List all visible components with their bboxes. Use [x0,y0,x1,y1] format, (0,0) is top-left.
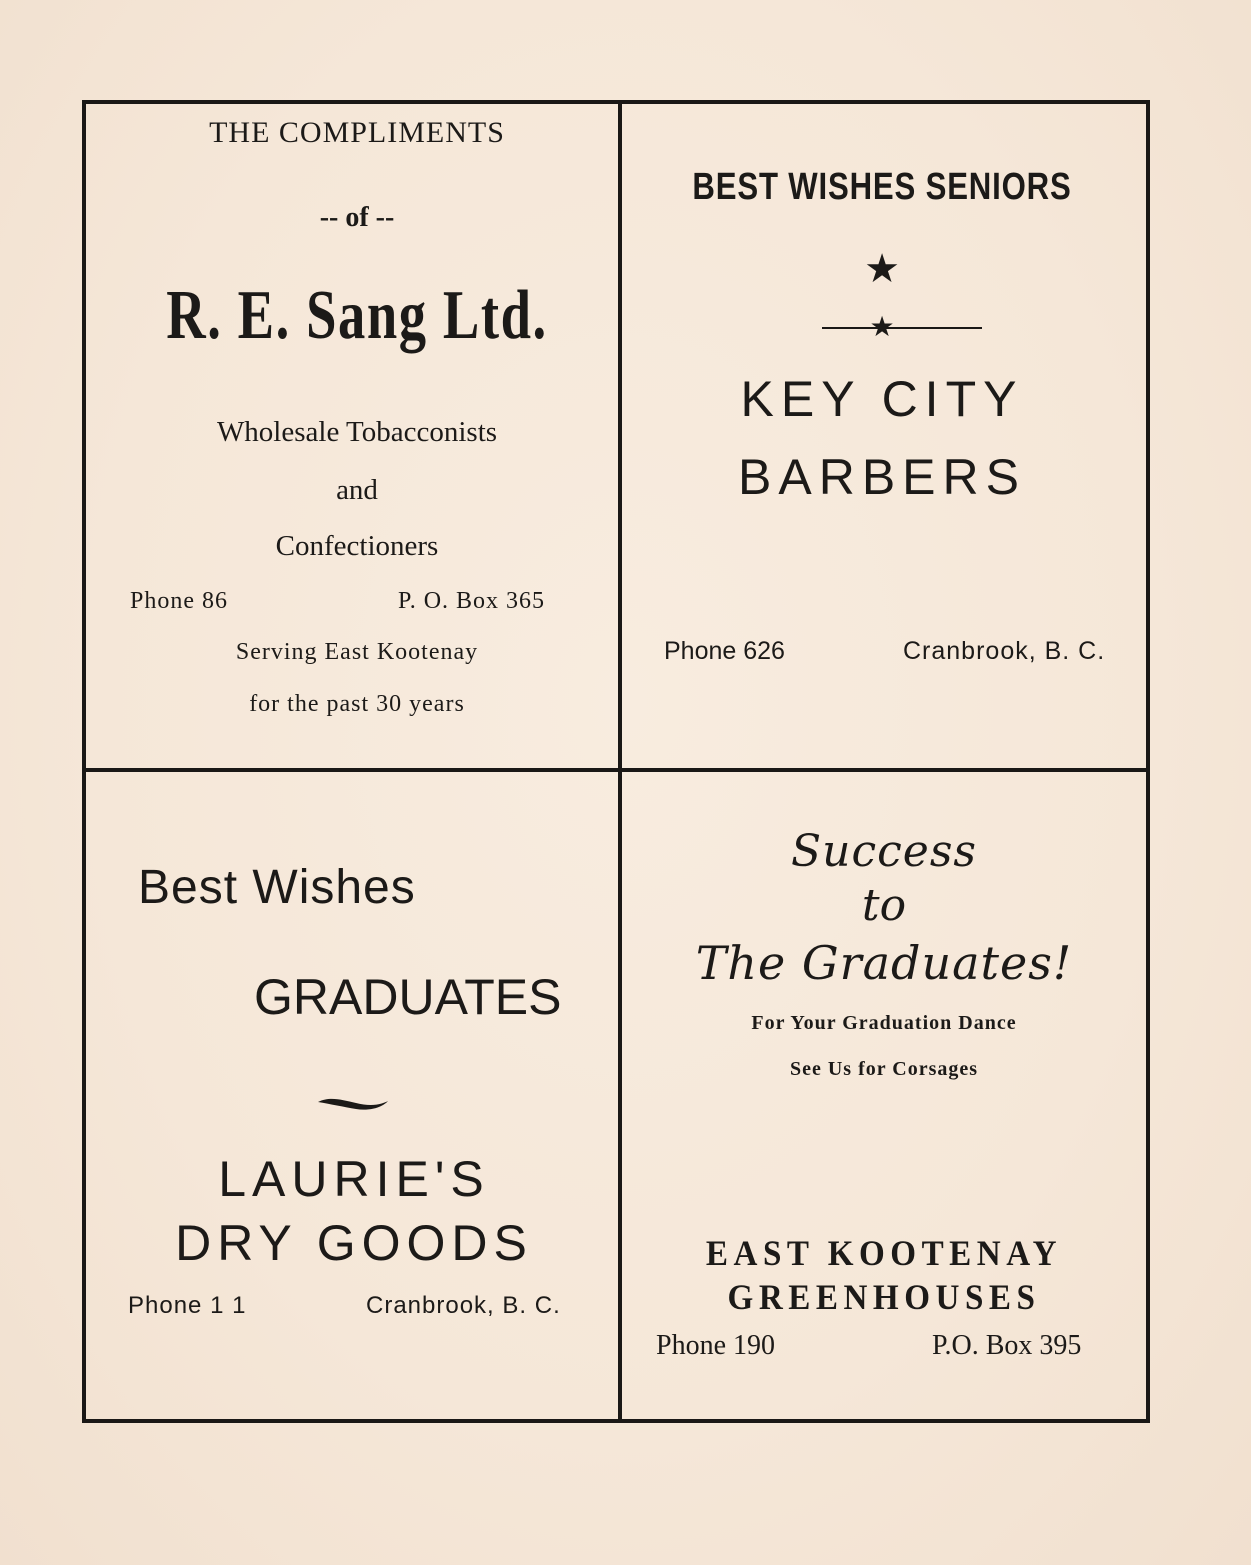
business-name: R. E. Sang Ltd. [166,277,548,354]
business-description-confectioners: Confectioners [275,530,439,562]
success-text: Success [791,826,977,877]
ad-key-city-barbers [622,104,1142,768]
the-graduates-text: The Graduates! [695,936,1073,990]
graduates-text: GRADUATES [254,969,562,1025]
serving-text: Serving East Kootenay [235,639,479,665]
phone-number: Phone 626 [664,637,785,665]
po-box: P. O. Box 365 [398,588,546,614]
star-icon: ★ [869,311,895,342]
business-name-line1: LAURIE'S [218,1151,490,1207]
business-description-and: and [336,474,378,506]
phone-number: Phone 86 [130,588,228,614]
business-name-line1: EAST KOOTENAY [705,1233,1063,1273]
to-text: to [861,880,907,931]
phone-number: Phone 1 1 [128,1292,247,1319]
ad-east-kootenay-greenhouses [622,772,1146,1420]
business-name-line1: KEY CITY [740,371,1024,427]
city: Cranbrook, B. C. [366,1292,561,1319]
of-text: -- of -- [319,202,395,233]
years-text: for the past 30 years [249,691,465,717]
phone-number: Phone 190 [656,1330,775,1361]
business-name-line2: DRY GOODS [175,1215,533,1271]
po-box: P.O. Box 395 [932,1330,1082,1361]
best-wishes-text: Best Wishes [138,861,416,914]
graduation-dance-text: For Your Graduation Dance [751,1012,1017,1034]
star-icon: ★ [864,247,900,291]
ad-re-sang [96,104,618,768]
business-description: Wholesale Tobacconists [216,416,498,448]
city: Cranbrook, B. C. [903,637,1106,665]
compliments-heading: THE COMPLIMENTS [209,116,505,149]
business-name-line2: GREENHOUSES [727,1277,1041,1317]
ad-lauries-dry-goods [90,772,618,1420]
flourish-ornament-icon [316,1094,390,1114]
headline: BEST WISHES SENIORS [692,166,1072,208]
business-name-line2: BARBERS [738,449,1026,505]
corsages-text: See Us for Corsages [789,1058,979,1080]
